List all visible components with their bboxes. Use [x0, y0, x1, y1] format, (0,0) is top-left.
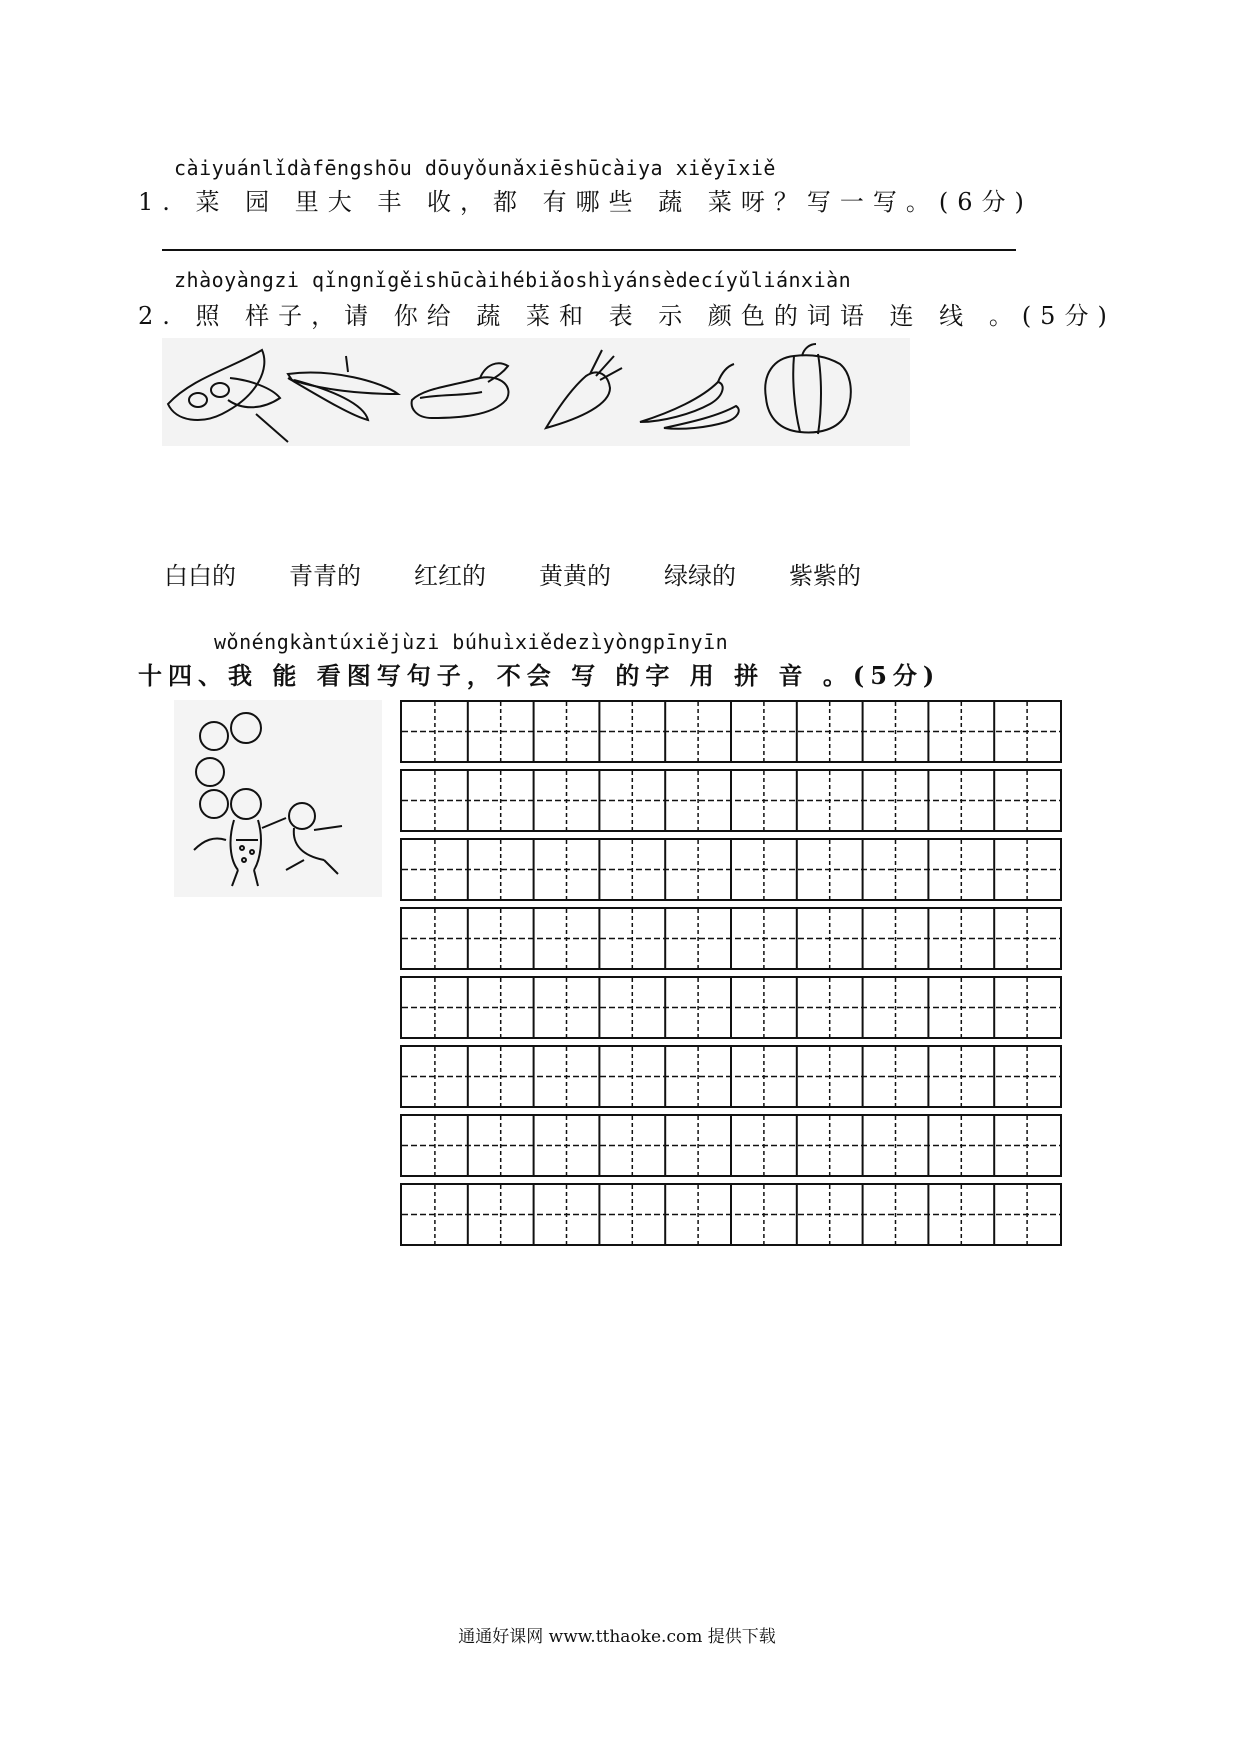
children-playing-illustration: [174, 700, 382, 897]
chili-peppers-icon: [640, 364, 739, 429]
q2-pinyin: zhàoyàngzi qǐngnǐgěishūcàihébiǎoshìyánsèdecíyǔliánxiàn: [174, 268, 852, 292]
writing-grid[interactable]: [400, 700, 1060, 1252]
q1-text: 1. 菜 园 里大 丰 收，都 有哪些 蔬 菜呀？写一写。(6分): [138, 188, 1033, 216]
pea-pod-icon: [168, 350, 288, 442]
grid-row[interactable]: [400, 769, 1062, 832]
radish-icon: [546, 350, 622, 428]
eggplant-icon: [412, 363, 509, 418]
color-word-cyan[interactable]: 青青的: [289, 562, 361, 590]
q14-pinyin: wǒnéngkàntúxiějùzi búhuìxiědezìyòngpīnyīn: [214, 630, 729, 654]
bean-pod-icon: [288, 356, 398, 420]
q1-pinyin: càiyuánlǐdàfēngshōu dōuyǒunǎxiēshūcàiya xiěyīxiě: [174, 156, 776, 180]
bell-pepper-icon: [765, 344, 851, 434]
footer-text: 通通好课网 www.tthaoke.com 提供下载: [458, 1627, 776, 1647]
color-word-yellow[interactable]: 黄黄的: [539, 562, 611, 590]
vegetable-illustrations: [162, 338, 910, 446]
q14-heading: 十四、我 能 看图写句子，不会 写 的字 用 拼 音 。(5分): [138, 661, 941, 690]
q1-answer-line[interactable]: [162, 249, 1016, 251]
color-word-white[interactable]: 白白的: [164, 562, 236, 590]
color-word-purple[interactable]: 紫紫的: [789, 562, 861, 590]
color-word-green[interactable]: 绿绿的: [664, 562, 736, 590]
grid-row[interactable]: [400, 976, 1062, 1039]
grid-row[interactable]: [400, 1183, 1062, 1246]
grid-row[interactable]: [400, 838, 1062, 901]
grid-row[interactable]: [400, 907, 1062, 970]
grid-row[interactable]: [400, 1045, 1062, 1108]
color-word-red[interactable]: 红红的: [414, 562, 486, 590]
grid-row[interactable]: [400, 700, 1062, 763]
grid-row[interactable]: [400, 1114, 1062, 1177]
q2-text: 2. 照 样子，请 你给 蔬 菜和 表 示 颜色的词语 连 线 。(5分): [138, 302, 1116, 330]
